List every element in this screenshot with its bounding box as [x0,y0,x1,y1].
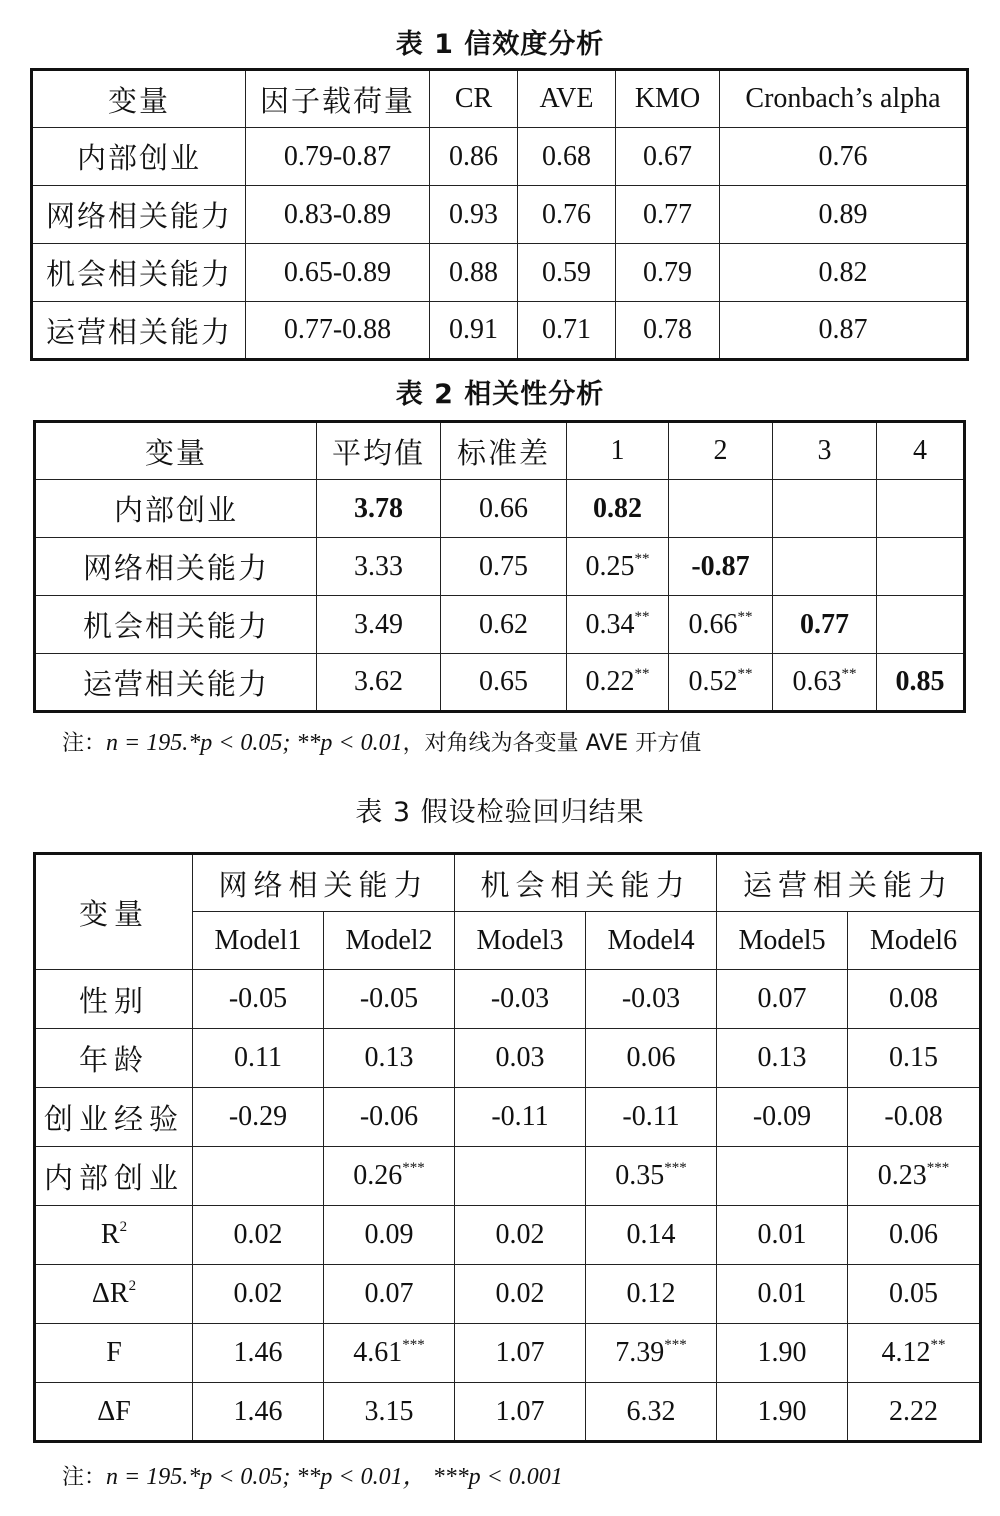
regression-table [33,852,982,1443]
empty-cell [877,538,965,596]
row-label: 年龄 [35,1029,193,1088]
table-cell: 6.32 [586,1383,717,1442]
table-cell: 1.46 [193,1383,324,1442]
table-row [35,654,965,712]
sd-cell: 0.75 [441,538,567,596]
table-row [35,538,965,596]
header-cell: 变量 [35,422,317,480]
table-cell: 1.46 [193,1324,324,1383]
table-cell: 0.76 [518,186,616,244]
table-cell: 0.02 [455,1265,586,1324]
diagonal-cell: -0.87 [669,538,773,596]
row-label: 网络相关能力 [32,186,246,244]
group-header: 运营相关能力 [717,854,981,912]
table-row [32,186,968,244]
empty-cell [773,480,877,538]
table2-caption: 表 2 相关性分析 [395,379,605,410]
correlation-table [33,420,966,713]
table-cell: 0.65-0.89 [246,244,430,302]
group-header: 机会相关能力 [455,854,717,912]
corr-cell: 0.66** [669,596,773,654]
table-cell: 1.90 [717,1383,848,1442]
row-label: 性别 [35,970,193,1029]
row-label: $R^2$ [35,1206,193,1265]
table-cell: 0.79 [616,244,720,302]
table-cell: 0.03 [455,1029,586,1088]
table-cell: 0.26*** [324,1147,455,1206]
mean-cell: 3.78 [317,480,441,538]
table-cell: 0.76 [720,128,968,186]
table-cell: 0.07 [717,970,848,1029]
table-row [35,1206,981,1265]
header-cell: 3 [773,422,877,480]
table-cell: 0.14 [586,1206,717,1265]
header-cell: 2 [669,422,773,480]
table-cell: 0.06 [848,1206,981,1265]
table-cell: 2.22 [848,1383,981,1442]
table-cell: 0.01 [717,1265,848,1324]
table-cell: -0.09 [717,1088,848,1147]
row-label: ΔF [35,1383,193,1442]
row-label: $\Delta R^2$ [35,1265,193,1324]
model-header: Model2 [324,912,455,970]
corr-cell: 0.52** [669,654,773,712]
mean-cell: 3.33 [317,538,441,596]
table-cell: 1.90 [717,1324,848,1383]
table-row [35,1088,981,1147]
diagonal-cell: 0.82 [567,480,669,538]
corr-cell: 0.63** [773,654,877,712]
table-row [35,1383,981,1442]
mean-cell: 3.49 [317,596,441,654]
mean-cell: 3.62 [317,654,441,712]
table-row [35,1147,981,1206]
table-cell: 0.67 [616,128,720,186]
header-cell: AVE [518,70,616,128]
table3-caption: 表 3 假设检验回归结果 [355,797,645,828]
model-header: Model1 [193,912,324,970]
row-label: 网络相关能力 [35,538,317,596]
table-cell: 0.02 [193,1206,324,1265]
row-label: 运营相关能力 [35,654,317,712]
table-cell: 0.77 [616,186,720,244]
header-cell: 变量 [35,854,193,970]
table-row [35,1265,981,1324]
table-cell: -0.11 [586,1088,717,1147]
table-row [35,970,981,1029]
header-cell: 4 [877,422,965,480]
table3-group-row [35,854,981,912]
row-label: 创业经验 [35,1088,193,1147]
table-cell: 0.89 [720,186,968,244]
corr-cell: 0.22** [567,654,669,712]
row-label: 内部创业 [35,1147,193,1206]
header-cell: Cronbach’s alpha [720,70,968,128]
sd-cell: 0.65 [441,654,567,712]
table-cell: 0.86 [430,128,518,186]
table-cell: -0.05 [324,970,455,1029]
table-cell: -0.29 [193,1088,324,1147]
model-header: Model5 [717,912,848,970]
reliability-validity-table [30,68,969,361]
empty-cell [773,538,877,596]
table-cell: -0.06 [324,1088,455,1147]
table-cell: 0.15 [848,1029,981,1088]
header-cell: 平均值 [317,422,441,480]
table-row [35,596,965,654]
table3-note: 注：n = 195.*p < 0.05; **p < 0.01， ***p < 0.001 [62,1464,563,1490]
row-label: F [35,1324,193,1383]
table-cell: 0.88 [430,244,518,302]
empty-cell [455,1147,586,1206]
empty-cell [877,596,965,654]
row-label: 机会相关能力 [32,244,246,302]
table-cell: 0.68 [518,128,616,186]
table-cell: 0.35*** [586,1147,717,1206]
sd-cell: 0.66 [441,480,567,538]
table-row [32,244,968,302]
table-cell: -0.03 [586,970,717,1029]
table-cell: 0.59 [518,244,616,302]
table-cell: -0.05 [193,970,324,1029]
header-cell: CR [430,70,518,128]
table-cell: 7.39*** [586,1324,717,1383]
diagonal-cell: 0.77 [773,596,877,654]
table-cell: 0.12 [586,1265,717,1324]
table-cell: 3.15 [324,1383,455,1442]
model-header: Model3 [455,912,586,970]
table-row [32,302,968,360]
table-row [35,1324,981,1383]
table-cell: 0.11 [193,1029,324,1088]
empty-cell [717,1147,848,1206]
table-cell: 4.61*** [324,1324,455,1383]
table-cell: 0.71 [518,302,616,360]
table2-note: 注：n = 195.*p < 0.05; **p < 0.01，对角线为各变量 AVE 开方值 [62,730,702,756]
table-row [35,1029,981,1088]
header-cell: KMO [616,70,720,128]
table-cell: -0.08 [848,1088,981,1147]
model-header: Model4 [586,912,717,970]
table2-header-row [35,422,965,480]
row-label: 内部创业 [35,480,317,538]
table-cell: 0.01 [717,1206,848,1265]
table-cell: -0.11 [455,1088,586,1147]
table-cell: 0.79-0.87 [246,128,430,186]
table-cell: 0.83-0.89 [246,186,430,244]
model-header: Model6 [848,912,981,970]
table-cell: 0.93 [430,186,518,244]
row-label: 内部创业 [32,128,246,186]
table-cell: 0.91 [430,302,518,360]
row-label: 机会相关能力 [35,596,317,654]
corr-cell: 0.25** [567,538,669,596]
table-cell: 4.12** [848,1324,981,1383]
table-cell: -0.03 [455,970,586,1029]
header-cell: 变量 [32,70,246,128]
table-cell: 0.09 [324,1206,455,1265]
empty-cell [877,480,965,538]
table-row [32,128,968,186]
header-cell: 因子载荷量 [246,70,430,128]
empty-cell [669,480,773,538]
table-cell: 0.82 [720,244,968,302]
table-cell: 0.13 [717,1029,848,1088]
table-cell: 1.07 [455,1324,586,1383]
corr-cell: 0.34** [567,596,669,654]
table-cell: 0.77-0.88 [246,302,430,360]
header-cell: 1 [567,422,669,480]
row-label: 运营相关能力 [32,302,246,360]
diagonal-cell: 0.85 [877,654,965,712]
table-cell: 0.23*** [848,1147,981,1206]
table-cell: 0.02 [193,1265,324,1324]
empty-cell [193,1147,324,1206]
table1-header-row [32,70,968,128]
table-row [35,480,965,538]
table-cell: 0.78 [616,302,720,360]
table-cell: 0.13 [324,1029,455,1088]
group-header: 网络相关能力 [193,854,455,912]
table-cell: 0.08 [848,970,981,1029]
header-cell: 标准差 [441,422,567,480]
table-cell: 0.07 [324,1265,455,1324]
table1-caption: 表 1 信效度分析 [395,29,605,60]
table-cell: 1.07 [455,1383,586,1442]
table-cell: 0.05 [848,1265,981,1324]
sd-cell: 0.62 [441,596,567,654]
table-cell: 0.06 [586,1029,717,1088]
table-cell: 0.87 [720,302,968,360]
table-cell: 0.02 [455,1206,586,1265]
